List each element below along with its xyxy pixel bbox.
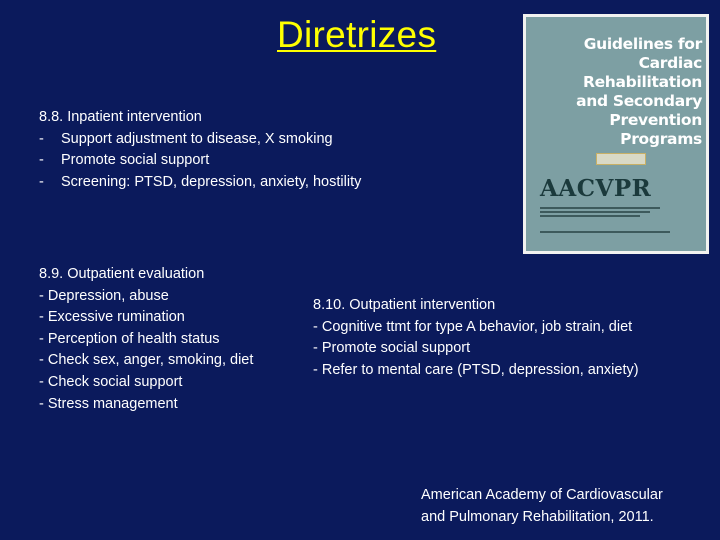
page-title: Diretrizes — [277, 14, 437, 55]
list-item: - Perception of health status — [39, 330, 220, 347]
list-item: - Cognitive ttmt for type A behavior, job strain, diet — [313, 318, 633, 335]
list-item: - Check sex, anger, smoking, diet — [39, 352, 254, 369]
list-item: - Refer to mental care (PTSD, depression, anxiety) — [313, 361, 639, 378]
logo-fineprint — [540, 205, 690, 219]
book-title: Guidelines for Cardiac Rehabilitation and Secondary Prevention Programs — [576, 35, 702, 148]
list-item: - Promote social support — [313, 340, 471, 357]
list-item: - Excessive rumination — [39, 309, 185, 326]
book-cover — [526, 17, 706, 251]
outpatient-intervention-section — [313, 295, 639, 381]
list-item: - Support adjustment to disease, X smoking — [39, 130, 333, 147]
list-item: - Depression, abuse — [39, 287, 169, 304]
citation-line: and Pulmonary Rehabilitation, 2011. — [421, 509, 654, 525]
edition-badge — [596, 153, 646, 165]
list-item: - Screening: PTSD, depression, anxiety, hostility — [39, 173, 362, 190]
list-item: - Stress management — [39, 395, 178, 412]
list-item: - Promote social support — [39, 152, 210, 169]
outpatient-evaluation-section — [39, 264, 253, 415]
outpatient-intervention-heading: 8.10. Outpatient intervention — [313, 297, 496, 313]
inpatient-section — [39, 107, 361, 193]
book-footer — [540, 225, 690, 233]
inpatient-heading: 8.8. Inpatient intervention — [39, 109, 202, 125]
outpatient-evaluation-heading: 8.9. Outpatient evaluation — [39, 266, 205, 282]
citation — [421, 484, 663, 528]
book-cover-image — [523, 14, 709, 254]
list-item: - Check social support — [39, 373, 183, 390]
aacvpr-logo: AACVPR — [540, 175, 652, 202]
citation-line: American Academy of Cardiovascular — [421, 487, 663, 503]
